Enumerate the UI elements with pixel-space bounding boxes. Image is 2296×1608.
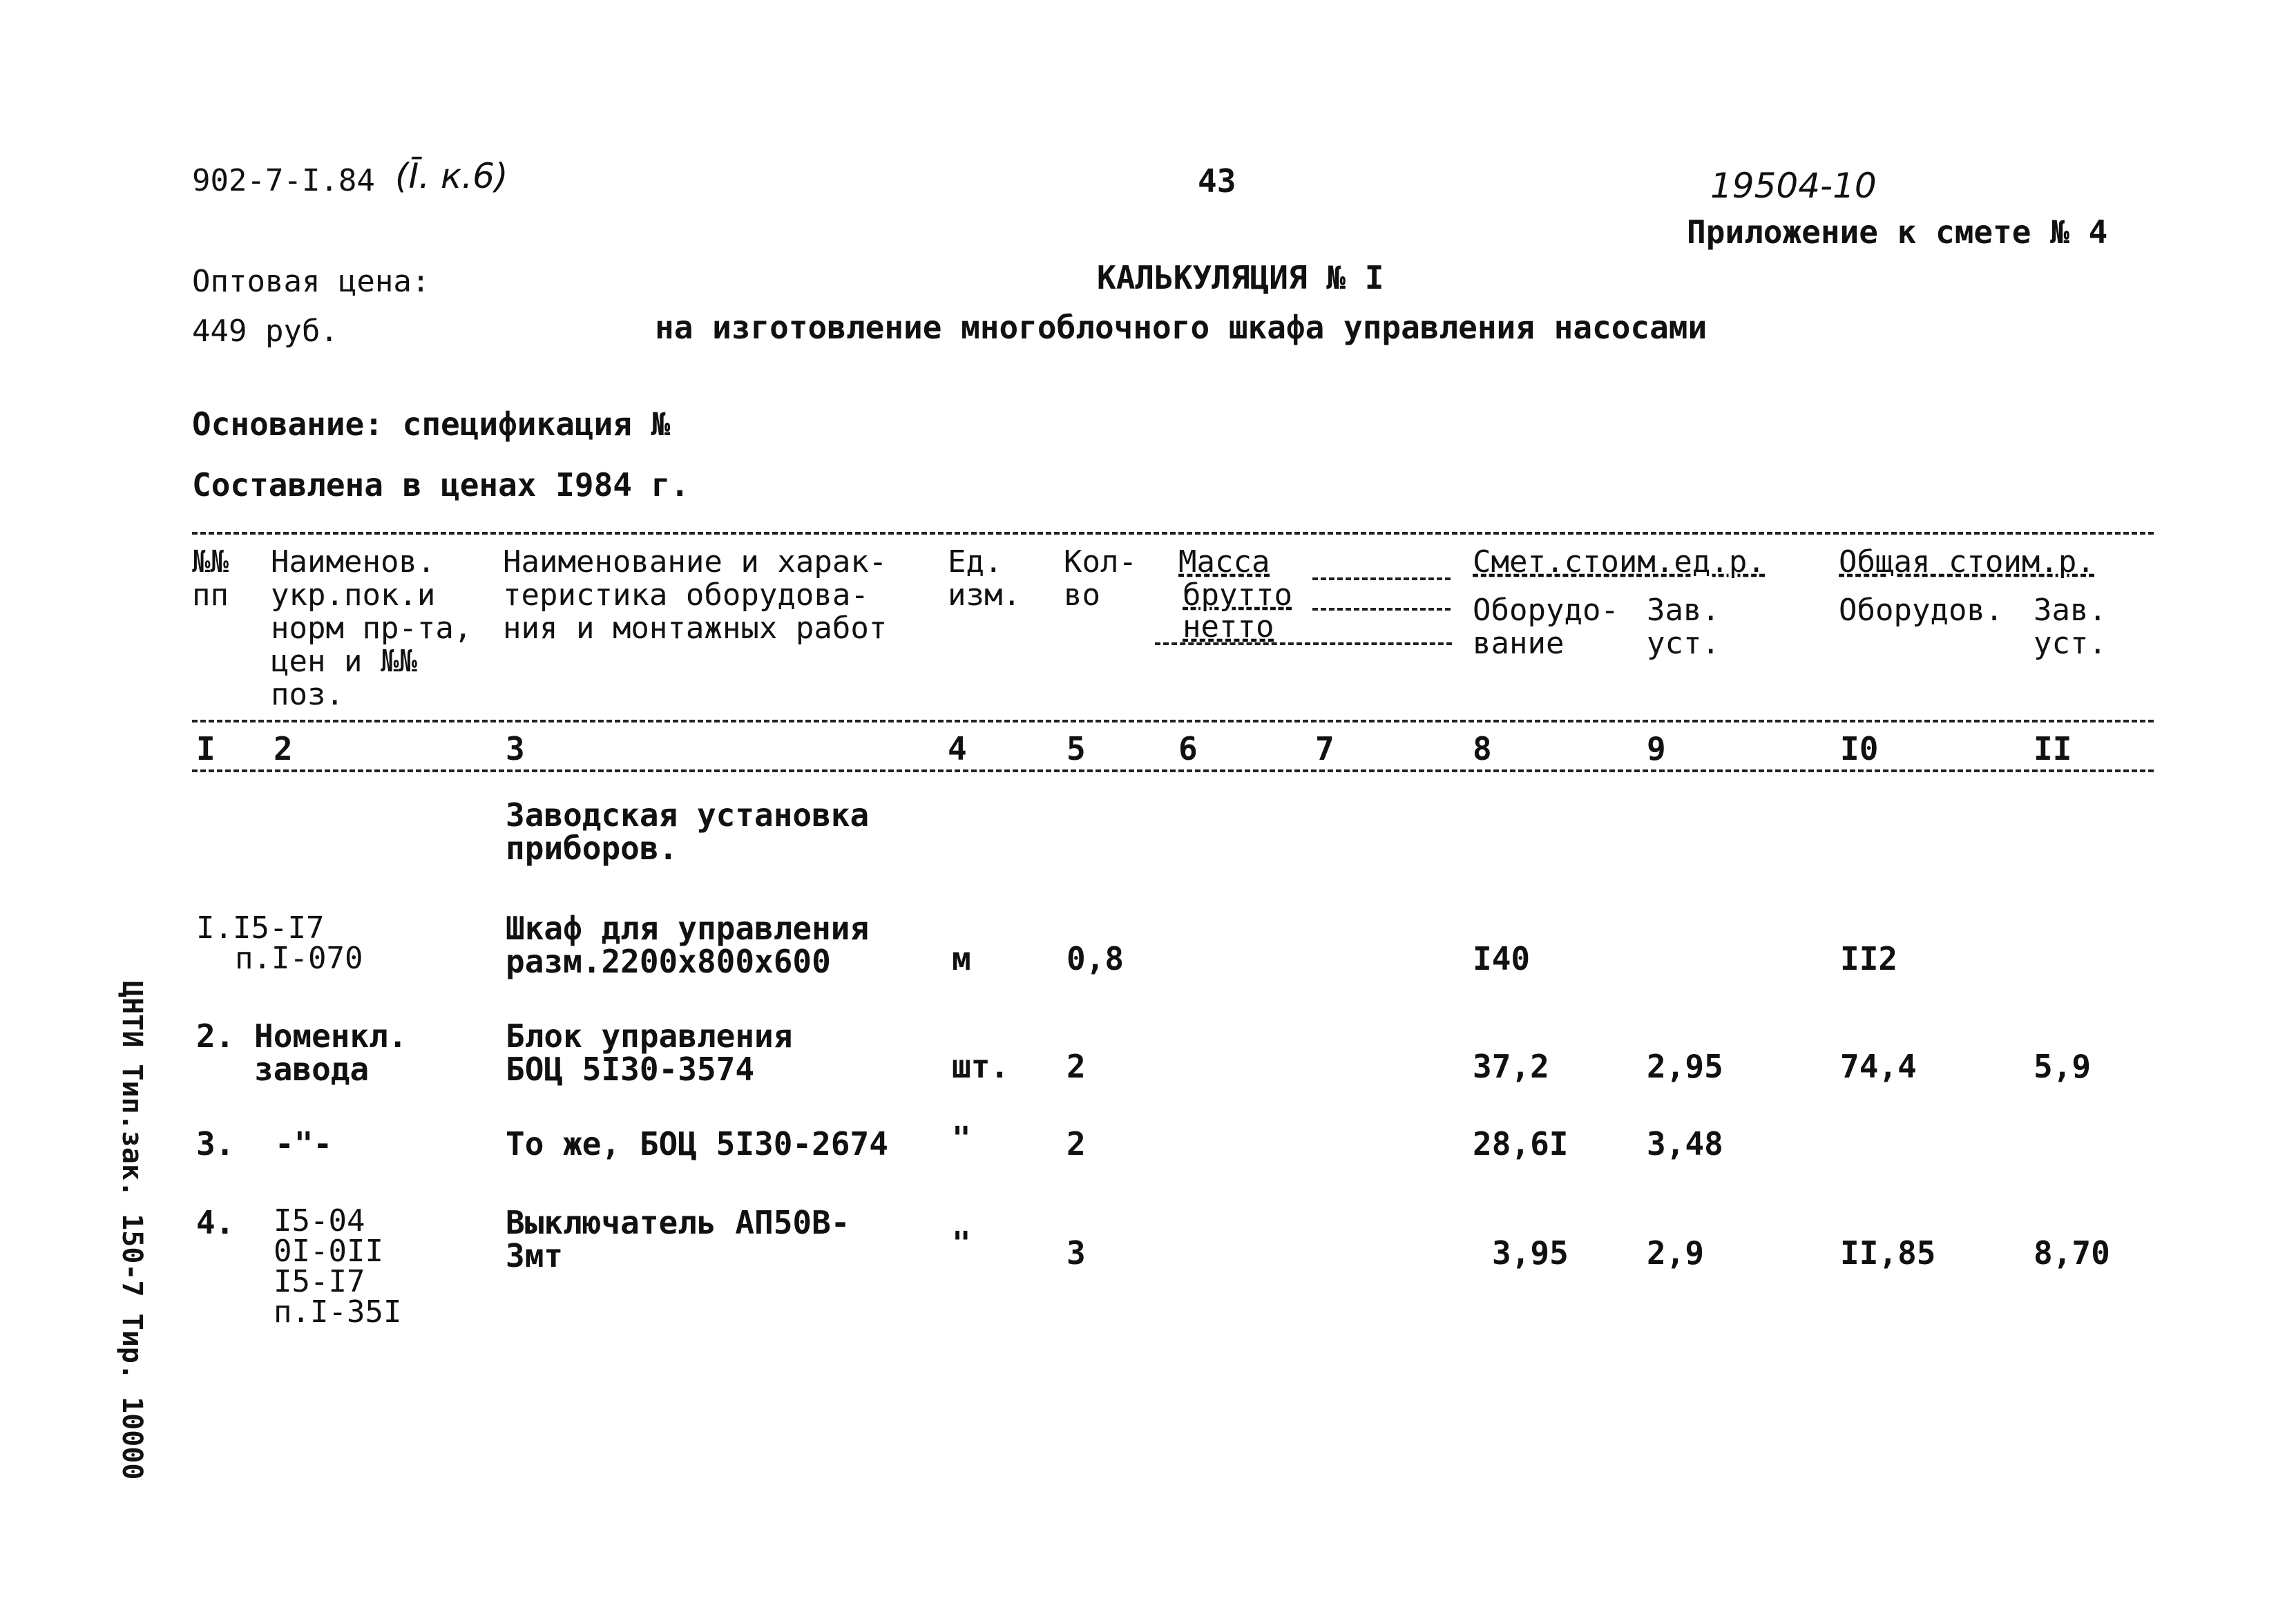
row-unit-install: 2,9 xyxy=(1647,1234,1705,1272)
row-code: Номенкл. завода xyxy=(254,1017,408,1088)
colnum-3: 3 xyxy=(506,730,525,767)
page-number: 43 xyxy=(1198,162,1236,200)
document-subtitle: на изготовление многоблочного шкафа управления насосами xyxy=(655,309,1707,346)
row-qty: 2 xyxy=(1066,1048,1086,1085)
colnum-5: 5 xyxy=(1066,730,1086,767)
printer-stamp: ЦНТИ Тип.зак. 150-7 Тир. 10000 xyxy=(116,981,148,1480)
header-col-3: Наименование и харак- теристика оборудова- ния и монтажных работ xyxy=(503,544,888,646)
row-qty: 2 xyxy=(1066,1125,1086,1162)
row-total-install: 5,9 xyxy=(2034,1048,2092,1085)
row-total-equipment: 74,4 xyxy=(1840,1048,1917,1085)
header-unit-install: Зав. уст. xyxy=(1647,593,1720,661)
header-col-1: №№ пп xyxy=(192,544,229,613)
row-unit: м xyxy=(952,940,971,977)
header-bottom-rule xyxy=(192,720,2154,722)
colnum-11: II xyxy=(2034,730,2072,767)
row-unit: " xyxy=(952,1225,971,1262)
row-unit-install: 3,48 xyxy=(1647,1125,1723,1162)
colnum-9: 9 xyxy=(1647,730,1666,767)
colnum-10: I0 xyxy=(1840,730,1879,767)
colnum-1: I xyxy=(196,730,216,767)
header-mass-netto: нетто xyxy=(1183,609,1274,644)
colnum-4: 4 xyxy=(948,730,967,767)
mass-rule-1 xyxy=(1312,577,1451,580)
header-col-5: Кол- во xyxy=(1064,544,1137,613)
colnum-rule xyxy=(192,769,2154,772)
price-label: Оптовая цена: xyxy=(192,264,430,299)
basis-line: Основание: спецификация № xyxy=(192,405,671,443)
mass-rule-2 xyxy=(1312,608,1451,611)
header-unit-equipment: Оборудо- вание xyxy=(1473,593,1619,661)
doc-code: 902-7-I.84 xyxy=(192,163,375,198)
row-qty: 3 xyxy=(1066,1234,1086,1272)
mass-rule-3 xyxy=(1155,642,1452,645)
row-number: 4. xyxy=(196,1204,235,1241)
colnum-7: 7 xyxy=(1315,730,1334,767)
header-mass-brutto: брутто xyxy=(1183,577,1292,613)
header-top-rule xyxy=(192,532,2154,535)
row-qty: 0,8 xyxy=(1066,940,1125,977)
header-mass: Масса xyxy=(1178,544,1270,580)
row-unit-equipment: 28,6I xyxy=(1473,1125,1569,1162)
row-unit-equipment: 3,95 xyxy=(1492,1234,1569,1272)
row-unit: " xyxy=(952,1120,971,1157)
row-total-equipment: II,85 xyxy=(1840,1234,1936,1272)
compiled-line: Составлена в ценах I984 г. xyxy=(192,466,690,504)
row-number: I.I5-I7 xyxy=(196,910,325,946)
row-unit-install: 2,95 xyxy=(1647,1048,1723,1085)
header-col-2: Наименов. укр.пок.и норм пр-та, цен и №№ поз. xyxy=(271,544,472,712)
appendix-label: Приложение к смете № 4 xyxy=(1687,213,2108,251)
row-code: I5-04 0I-0II I5-I7 п.I-35I xyxy=(274,1203,402,1330)
row-name: То же, БОЦ 5I30-2674 xyxy=(506,1125,888,1162)
header-col-4: Ед. изм. xyxy=(948,544,1021,613)
header-total-install: Зав. уст. xyxy=(2034,593,2107,661)
colnum-6: 6 xyxy=(1178,730,1198,767)
header-unit-cost: Смет.стоим.ед.р. xyxy=(1473,544,1766,580)
header-total-cost: Общая стоим.р. xyxy=(1839,544,2095,580)
price-value: 449 руб. xyxy=(192,314,338,349)
row-name: Выключатель АП50В- 3мт xyxy=(506,1204,850,1274)
colnum-2: 2 xyxy=(274,730,293,767)
row-total-equipment: II2 xyxy=(1840,940,1898,977)
row-unit-equipment: 37,2 xyxy=(1473,1048,1549,1085)
row-unit-equipment: I40 xyxy=(1473,940,1531,977)
section-heading: Заводская установка приборов. xyxy=(506,796,870,867)
header-total-equipment: Оборудов. xyxy=(1839,593,2004,628)
doc-code-note: (Ī. к.6) xyxy=(395,156,508,196)
row-name: Шкаф для управления разм.2200х800х600 xyxy=(506,910,870,980)
row-total-install: 8,70 xyxy=(2034,1234,2110,1272)
document-title: КАЛЬКУЛЯЦИЯ № I xyxy=(1097,259,1384,296)
row-code: -"- xyxy=(275,1125,333,1162)
row-number: 2. xyxy=(196,1017,235,1055)
colnum-8: 8 xyxy=(1473,730,1492,767)
archive-number: 19504-10 xyxy=(1710,166,1877,206)
row-unit: шт. xyxy=(952,1048,1010,1085)
row-code: п.I-070 xyxy=(235,941,363,976)
row-name: Блок управления БОЦ 5I30-3574 xyxy=(506,1017,793,1088)
row-number: 3. xyxy=(196,1125,235,1162)
